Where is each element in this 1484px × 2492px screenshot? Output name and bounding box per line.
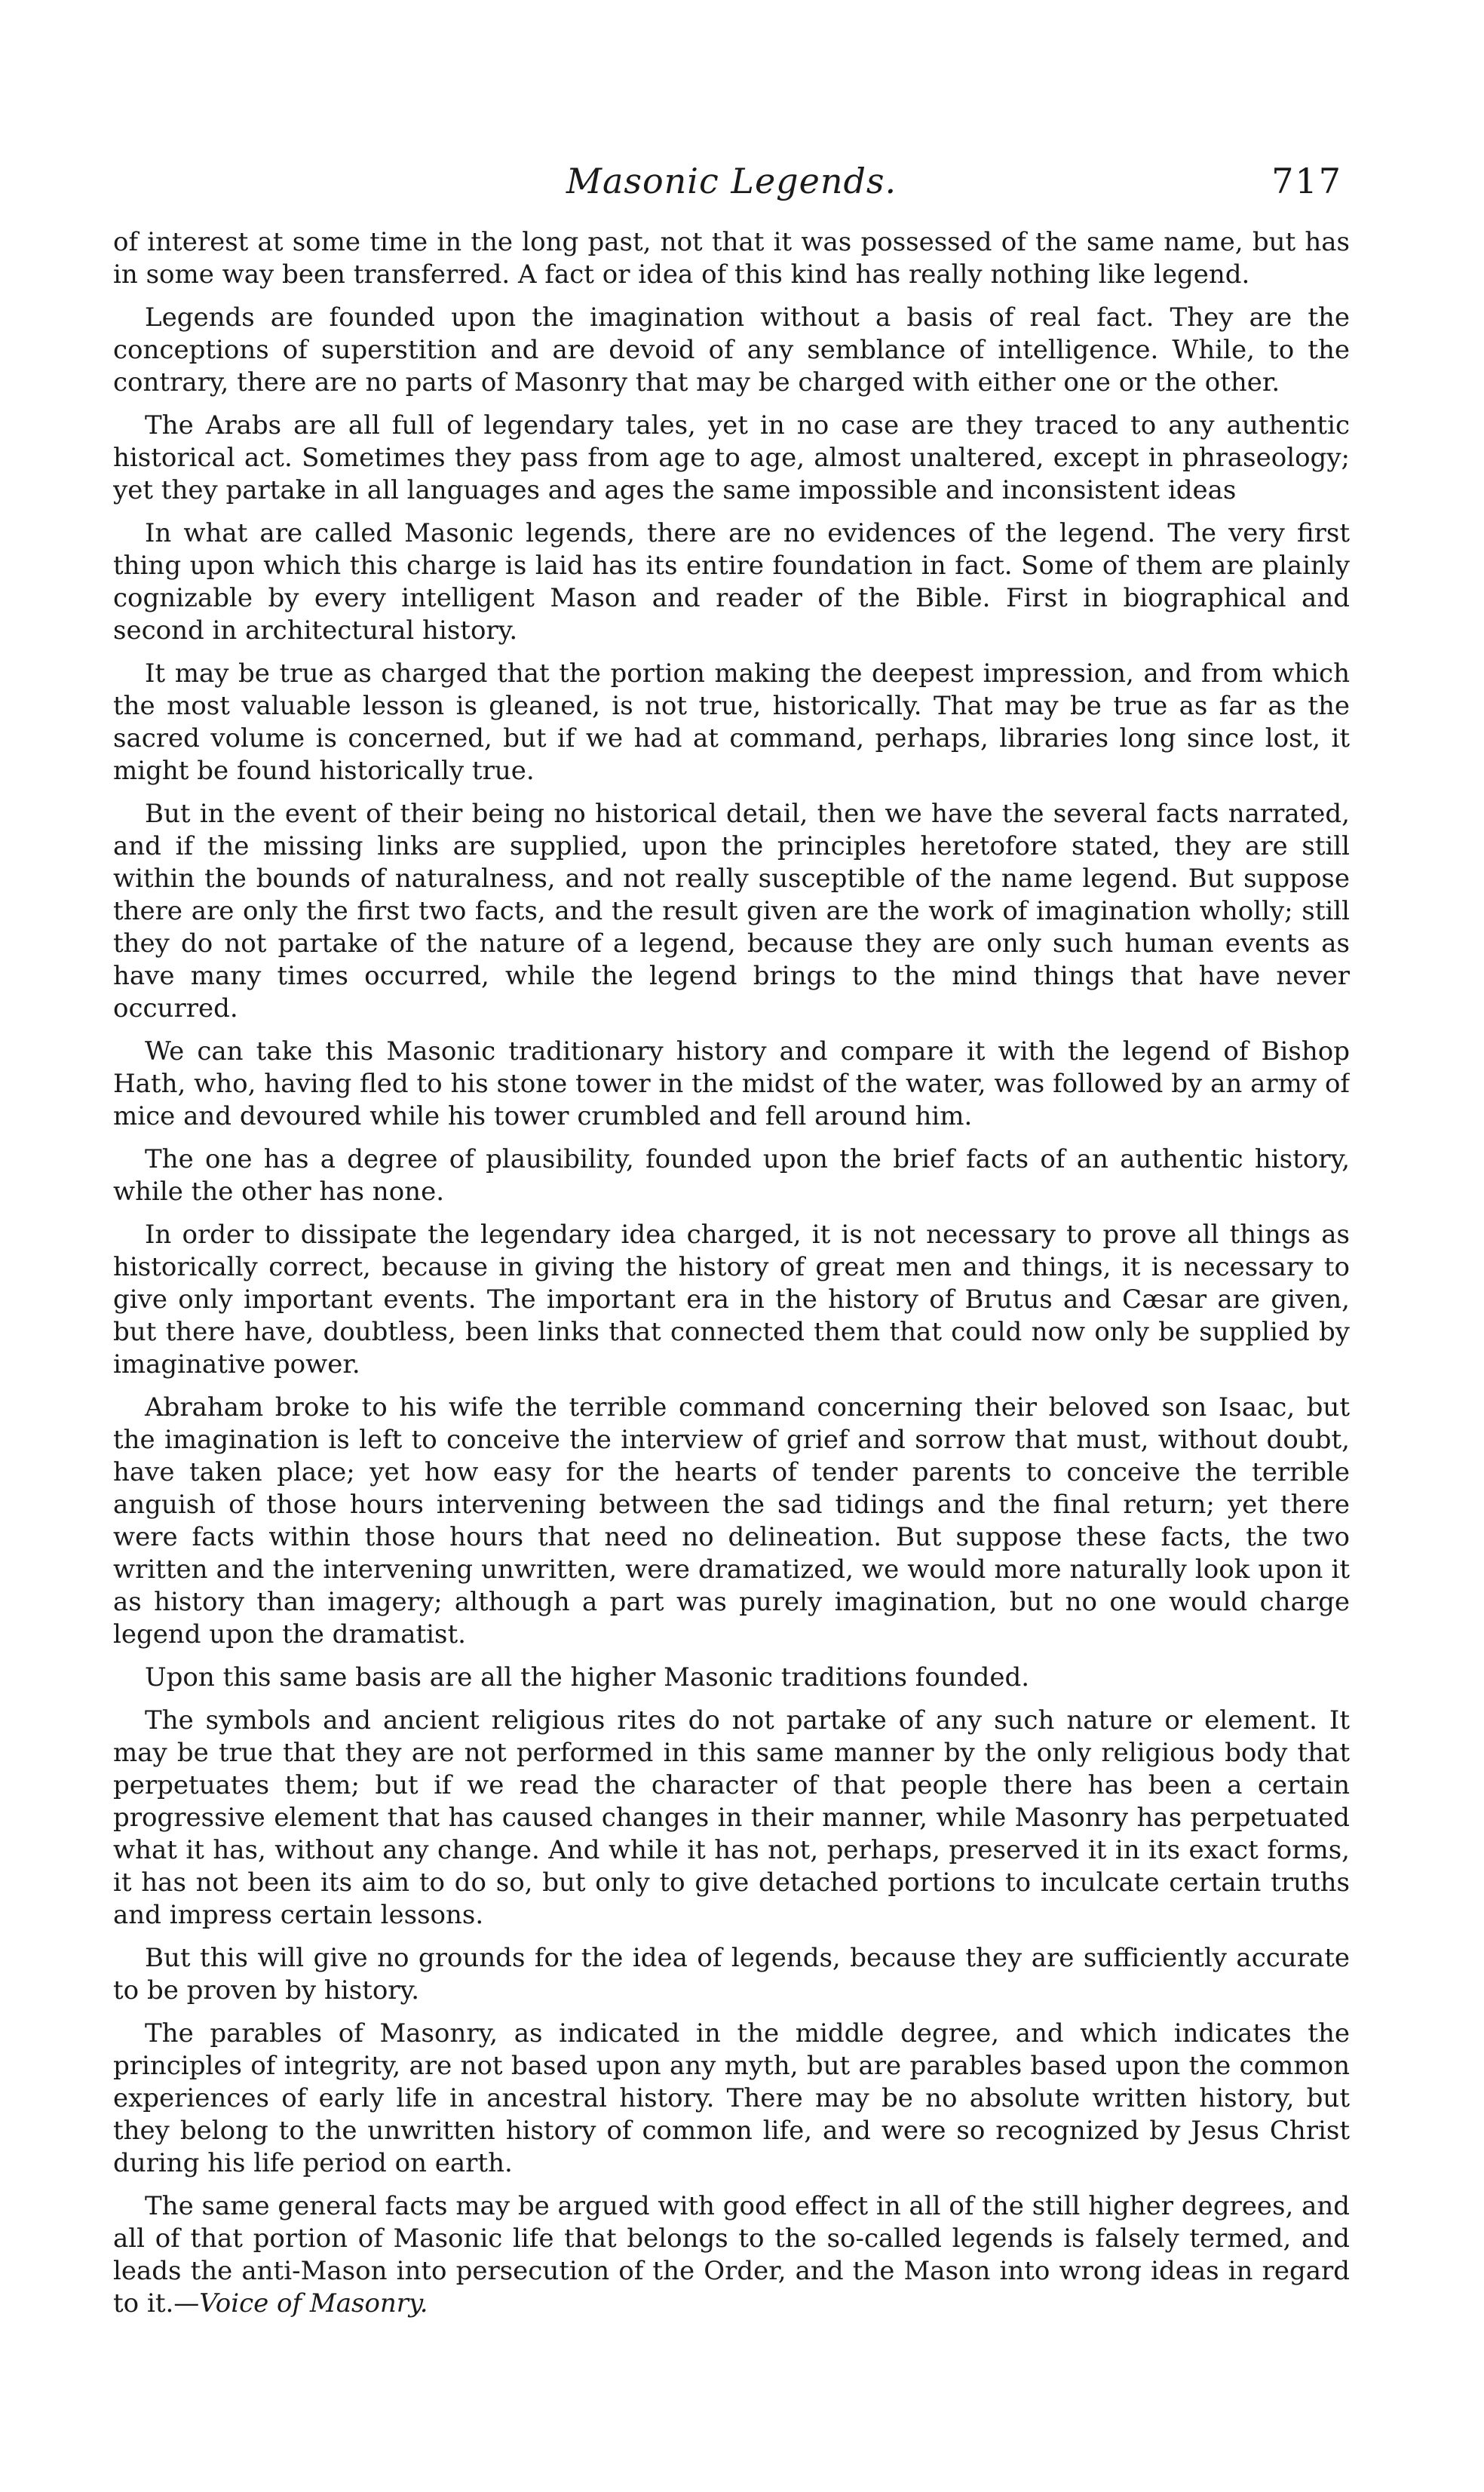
paragraph-1: of interest at some time in the long past, not that it was possessed of the same name, but has in some way been transferred. A fact or idea of this kind has really nothing like legend. [113, 227, 1350, 290]
paragraph-14: The parables of Masonry, as indicated in the middle degree, and which indicates the principles of integrity, are not based upon any myth, but are parables based upon the common experiences of early life in ancestral history. There may be no absolute written history, but they belong to the unwritten history of common life, and were so recognized by Jesus Christ during his life period on earth. [113, 2018, 1350, 2178]
body-text [113, 226, 1350, 2320]
source-attribution: Voice of Masonry. [199, 2288, 428, 2319]
page-number: 717 [1271, 161, 1342, 201]
paragraph-2: Legends are founded upon the imagination without a basis of real fact. They are the conceptions of superstition and are devoid of any semblance of intelligence. While, to the contrary, there are no parts of Masonry that may be charged with either one or the other. [113, 302, 1350, 397]
paragraph-15-text: The same general facts may be argued with good effect in all of the still higher degrees, and all of that portion of Masonic life that belongs to the so-called legends is falsely termed, and leads the anti-Mason into persecution of the Order, and the Mason into wrong ideas in regard to it.— [113, 2191, 1350, 2319]
paragraph-13: But this will give no grounds for the idea of legends, because they are sufficiently accurate to be proven by history. [113, 1943, 1350, 2006]
paragraph-7: We can take this Masonic traditionary history and compare it with the legend of Bishop Hath, who, having fled to his stone tower in the midst of the water, was followed by an army of mice and devoured while his tower crumbled and fell around him. [113, 1036, 1350, 1131]
paragraph-9: In order to dissipate the legendary idea charged, it is not necessary to prove all things as historically correct, because in giving the history of great men and things, it is necessary to give only important events. The important era in the history of Brutus and Cæsar are given, but there have, doubtless, been links that connected them that could now only be supplied by imaginative power. [113, 1220, 1350, 1380]
paragraph-3: The Arabs are all full of legendary tales, yet in no case are they traced to any authentic historical act. Sometimes they pass from age to age, almost unaltered, except in phraseology; yet they partake in all languages and ages the same impossible and inconsistent ideas [113, 410, 1350, 505]
paragraph-11: Upon this same basis are all the higher Masonic traditions founded. [145, 1662, 1030, 1693]
paragraph-10: Abraham broke to his wife the terrible command concerning their beloved son Isaac, but the imagination is left to conceive the interview of grief and sorrow that must, without doubt, have taken place; yet how easy for the hearts of tender parents to conceive the terrible anguish of those hours intervening between the sad tidings and the final return; yet there were facts within those hours that need no delineation. But suppose these facts, the two written and the intervening unwritten, were dramatized, we would more naturally look upon it as history than imagery; although a part was purely imagination, but no one would charge legend upon the dramatist. [113, 1392, 1350, 1650]
running-title: Masonic Legends. [566, 161, 897, 201]
paragraph-15 [113, 2190, 1350, 2320]
paragraph-4: In what are called Masonic legends, there are no evidences of the legend. The very first thing upon which this charge is laid has its entire foundation in fact. Some of them are plainly cognizable by every intelligent Mason and reader of the Bible. First in biographical and second in architectural history. [113, 518, 1350, 646]
paragraph-12: The symbols and ancient religious rites do not partake of any such nature or element. It may be true that they are not performed in this same manner by the only religious body that perpetuates them; but if we read the character of that people there has been a certain progressive element that has caused changes in their manner, while Masonry has perpetuated what it has, without any change. And while it has not, perhaps, preserved it in its exact forms, it has not been its aim to do so, but only to give detached portions to inculcate certain truths and impress certain lessons. [113, 1705, 1350, 1930]
paragraph-5: It may be true as charged that the portion making the deepest impression, and from which the most valuable lesson is gleaned, is not true, historically. That may be true as far as the sacred volume is concerned, but if we had at command, perhaps, libraries long since lost, it might be found historically true. [113, 658, 1350, 786]
book-page [113, 158, 1350, 2421]
page-header [113, 158, 1350, 216]
paragraph-8: The one has a degree of plausibility, founded upon the brief facts of an authentic history, while the other has none. [113, 1144, 1350, 1207]
paragraph-6: But in the event of their being no historical detail, then we have the several facts narrated, and if the missing links are supplied, upon the principles heretofore stated, they are still within the bounds of naturalness, and not really susceptible of the name legend. But suppose there are only the first two facts, and the result given are the work of imagination wholly; still they do not partake of the nature of a legend, because they are only such human events as have many times occurred, while the legend brings to the mind things that have never occurred. [113, 799, 1350, 1024]
